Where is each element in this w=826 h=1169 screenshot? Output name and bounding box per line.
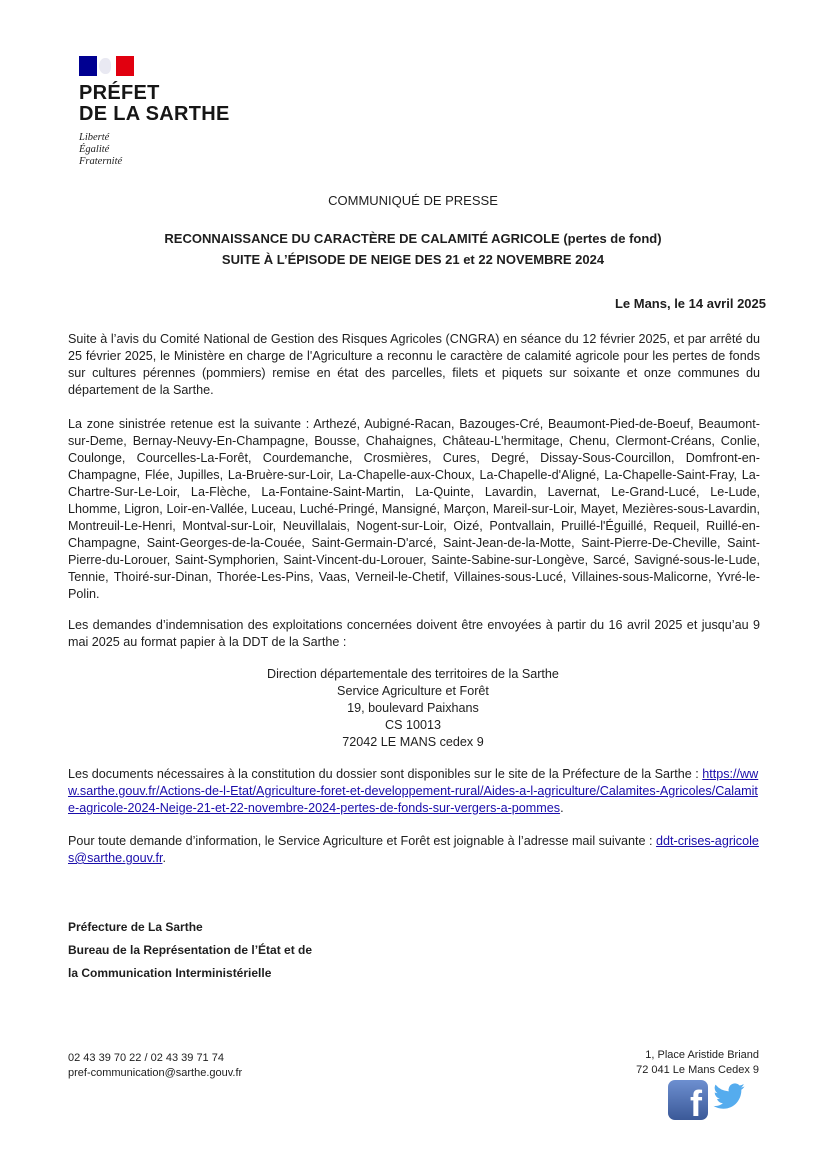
signature-line: Préfecture de La Sarthe bbox=[68, 920, 203, 934]
contact-text: Pour toute demande d’information, le Service Agriculture et Forêt est joignable à l’adresse mail suivante : bbox=[68, 834, 653, 848]
prefecture-logo bbox=[79, 56, 230, 168]
date-line: Le Mans, le 14 avril 2025 bbox=[614, 296, 766, 311]
address-line: 19, boulevard Paixhans bbox=[347, 701, 479, 715]
title-line1: RECONNAISSANCE DU CARACTÈRE DE CALAMITÉ AGRICOLE (pertes de fond) bbox=[164, 231, 662, 246]
communes-paragraph: La zone sinistrée retenue est la suivante : Arthezé, Aubigné-Racan, Bazouges-Cré, Beaumont-Pied-de-Boeuf, Beaumont-sur-Deme, Bernay-Neuvy-En-Champagne, Bousse, Chahaignes, Château-L'hermitage, Chenu, Clermont-Créans, Conlie, Coulonge, Courcelles-La-Forêt, Courdemanche, Crosmières, Cures, Degré, Dissay-Sous-Courcillon, Domfront-en-Champagne, Flée, Jupilles, La-Bruère-sur-Loir, La-Chapelle-aux-Choux, La-Chapelle-d'Aligné, La-Chapelle-Saint-Fray, La-Chartre-Sur-Le-Loir, La-Flèche, La-Fontaine-Saint-Martin, La-Quinte, Lavardin, Lavernat, Le-Grand-Lucé, Le-Lude, Lhomme, Ligron, Loir-en-Vallée, Luceau, Luché-Pringé, Mansigné, Marçon, Mareil-sur-Loir, Mayet, Mezières-sous-Lavardin, Montreuil-Le-Henri, Montval-sur-Loir, Neuvillalais, Nogent-sur-Loir, Oizé, Pontvallain, Pruillé-l'Éguillé, Requeil, Ruillé-en-Champagne, Saint-Georges-de-la-Couée, Saint-Germain-D'arcé, Saint-Jean-de-la-Motte, Saint-Pierre-De-Cheville, Saint-Pierre-du-Lorouer, Saint-Symphorien, Saint-Vincent-du-Lorouer, Sainte-Sabine-sur-Longève, Sarcé, Savigné-sous-le-Lude, Tennie, Thoiré-sur-Dinan, Thorée-Les-Pins, Vaas, Verneil-le-Chetif, Villaines-sous-Lucé, Villaines-sous-Malicorne, Yvré-le-Polin. bbox=[68, 417, 760, 601]
footer-address2: 72 041 Le Mans Cedex 9 bbox=[636, 1064, 759, 1076]
marianne-flag-icon bbox=[79, 56, 134, 76]
signature-line: la Communication Interministérielle bbox=[68, 966, 272, 980]
footer-contact bbox=[68, 1051, 242, 1081]
contact-paragraph: Pour toute demande d’information, le Service Agriculture et Forêt est joignable à l’adresse mail suivante : ddt-crises-agricoles@sarthe.gouv.fr. bbox=[68, 834, 759, 865]
twitter-icon[interactable] bbox=[711, 1080, 747, 1123]
motto-fraternite: Fraternité bbox=[79, 156, 123, 167]
facebook-icon[interactable]: f bbox=[668, 1080, 708, 1120]
prefecture-name bbox=[79, 83, 230, 125]
prefecture-line1: PRÉFET bbox=[79, 82, 160, 104]
address-line: Direction départementale des territoires de la Sarthe bbox=[267, 667, 559, 681]
signature-line: Bureau de la Représentation de l’État et de bbox=[68, 943, 313, 957]
request-paragraph: Les demandes d’indemnisation des exploitations concernées doivent être envoyées à partir du 16 avril 2025 et jusqu’au 9 mai 2025 au format papier à la DDT de la Sarthe : bbox=[68, 618, 760, 649]
address-line: 72042 LE MANS cedex 9 bbox=[342, 735, 484, 749]
footer-address1: 1, Place Aristide Briand bbox=[645, 1049, 759, 1061]
documents-text: Les documents nécessaires à la constitution du dossier sont disponibles sur le site de la Préfecture de la Sarthe : bbox=[68, 767, 699, 781]
intro-paragraph: Suite à l’avis du Comité National de Gestion des Risques Agricoles (CNGRA) en séance du 12 février 2025, et par arrêté du 25 février 2025, le Ministère en charge de l'Agriculture a reconnu le caractère de calamité agricole pour les pertes de fonds sur cultures pérennes (pommiers) remise en état des parcelles, filets et piquets sur soixante et onze communes du département de la Sarthe. bbox=[68, 332, 760, 397]
ddt-address bbox=[0, 666, 826, 751]
email-link[interactable]: ddt-crises-agricoles@sarthe.gouv.fr bbox=[68, 834, 759, 865]
doc-type: COMMUNIQUÉ DE PRESSE bbox=[328, 193, 498, 208]
signature bbox=[68, 916, 312, 985]
address-line: CS 10013 bbox=[384, 718, 441, 732]
footer-phones: 02 43 39 70 22 / 02 43 39 71 74 bbox=[68, 1052, 224, 1064]
footer-address bbox=[636, 1048, 759, 1078]
documents-paragraph: Les documents nécessaires à la constitution du dossier sont disponibles sur le site de la Préfecture de la Sarthe : https://www.sarthe.gouv.fr/Actions-de-l-Etat/Agriculture-foret-et-developpement-rural/Aides-a-l-agriculture/Calamites-Agricoles/Calamite-agricole-2024-Neige-21-et-22-novembre-2024-pertes-de-fonds-sur-vergers-a-pommes. bbox=[68, 767, 759, 815]
motto-liberte: Liberté bbox=[79, 132, 110, 143]
address-line: Service Agriculture et Forêt bbox=[337, 684, 489, 698]
title-line2: SUITE À L’ÉPISODE DE NEIGE DES 21 et 22 NOVEMBRE 2024 bbox=[221, 252, 605, 267]
prefecture-line2: DE LA SARTHE bbox=[79, 103, 230, 125]
motto bbox=[79, 132, 230, 168]
footer-email: pref-communication@sarthe.gouv.fr bbox=[68, 1067, 243, 1079]
prefecture-link[interactable]: https://www.sarthe.gouv.fr/Actions-de-l-Etat/Agriculture-foret-et-developpement-rural/Aides-a-l-agriculture/Calamites-Agricoles/Calamite-agricole-2024-Neige-21-et-22-novembre-2024-pertes-de-fonds-sur-vergers-a-pommes bbox=[68, 767, 759, 815]
motto-egalite: Égalité bbox=[79, 144, 110, 155]
